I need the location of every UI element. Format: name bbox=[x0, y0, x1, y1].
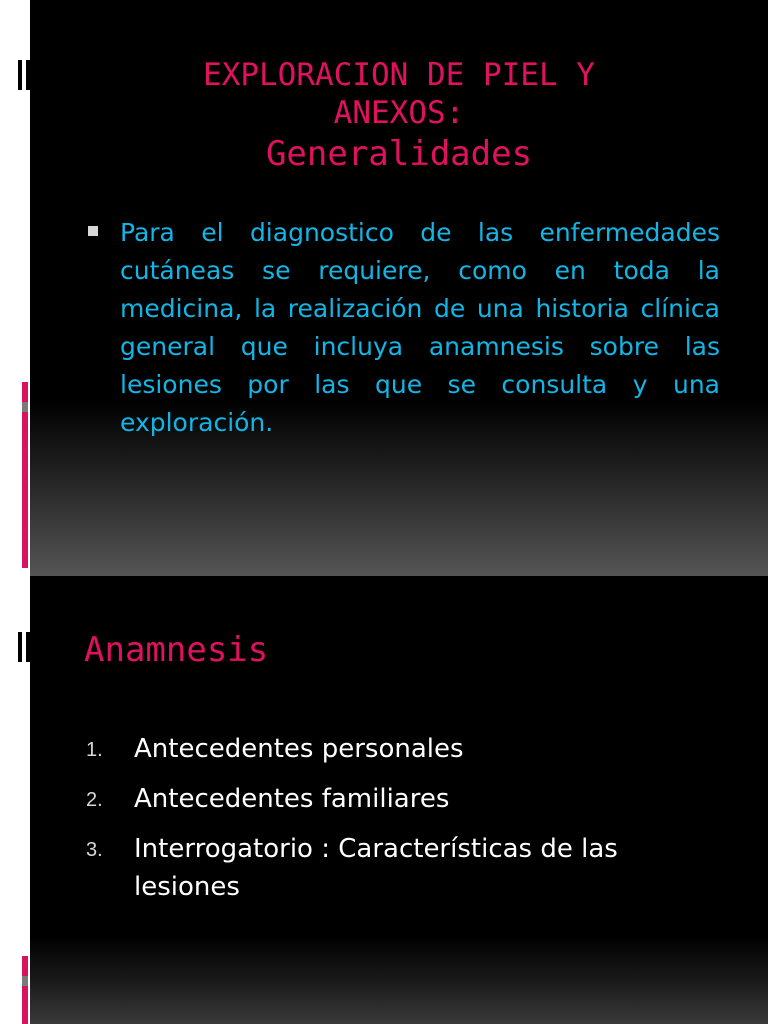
list-item-text: Antecedentes familiares bbox=[134, 784, 450, 814]
slide-1-title bbox=[30, 56, 768, 176]
list-item-number: 1. bbox=[86, 739, 103, 761]
list-item-number: 3. bbox=[86, 839, 103, 861]
slide-2-title: Anamnesis bbox=[84, 630, 269, 670]
slide-1-bullet bbox=[88, 214, 720, 442]
list-item-text: Interrogatorio : Características de las lesiones bbox=[134, 834, 618, 902]
list-item-text: Antecedentes personales bbox=[134, 734, 464, 764]
anamnesis-list bbox=[86, 730, 686, 916]
list-item bbox=[86, 730, 686, 770]
slide-1-subtitle: Generalidades bbox=[265, 134, 533, 174]
list-item-number: 2. bbox=[86, 789, 103, 811]
gutter-bar-pink bbox=[22, 956, 28, 1024]
list-item bbox=[86, 830, 686, 906]
slide-1-title-line-1: EXPLORACION DE PIEL Y bbox=[203, 57, 595, 93]
square-bullet-icon bbox=[88, 226, 98, 236]
gutter-bar-gray bbox=[22, 402, 28, 412]
slide-1-title-line-2: ANEXOS: bbox=[333, 95, 465, 131]
gutter-bar-gap bbox=[22, 632, 26, 662]
slide-1-bullet-text: Para el diagnostico de las enfermedades cutáneas se requiere, como en toda la medicina, la realización de una historia clínica general que incluya anamnesis sobre las lesiones por las que se consulta y una exploración. bbox=[120, 218, 720, 437]
gutter-bar-gap bbox=[22, 60, 26, 90]
list-item bbox=[86, 780, 686, 820]
gutter-bar-gray bbox=[22, 976, 28, 986]
